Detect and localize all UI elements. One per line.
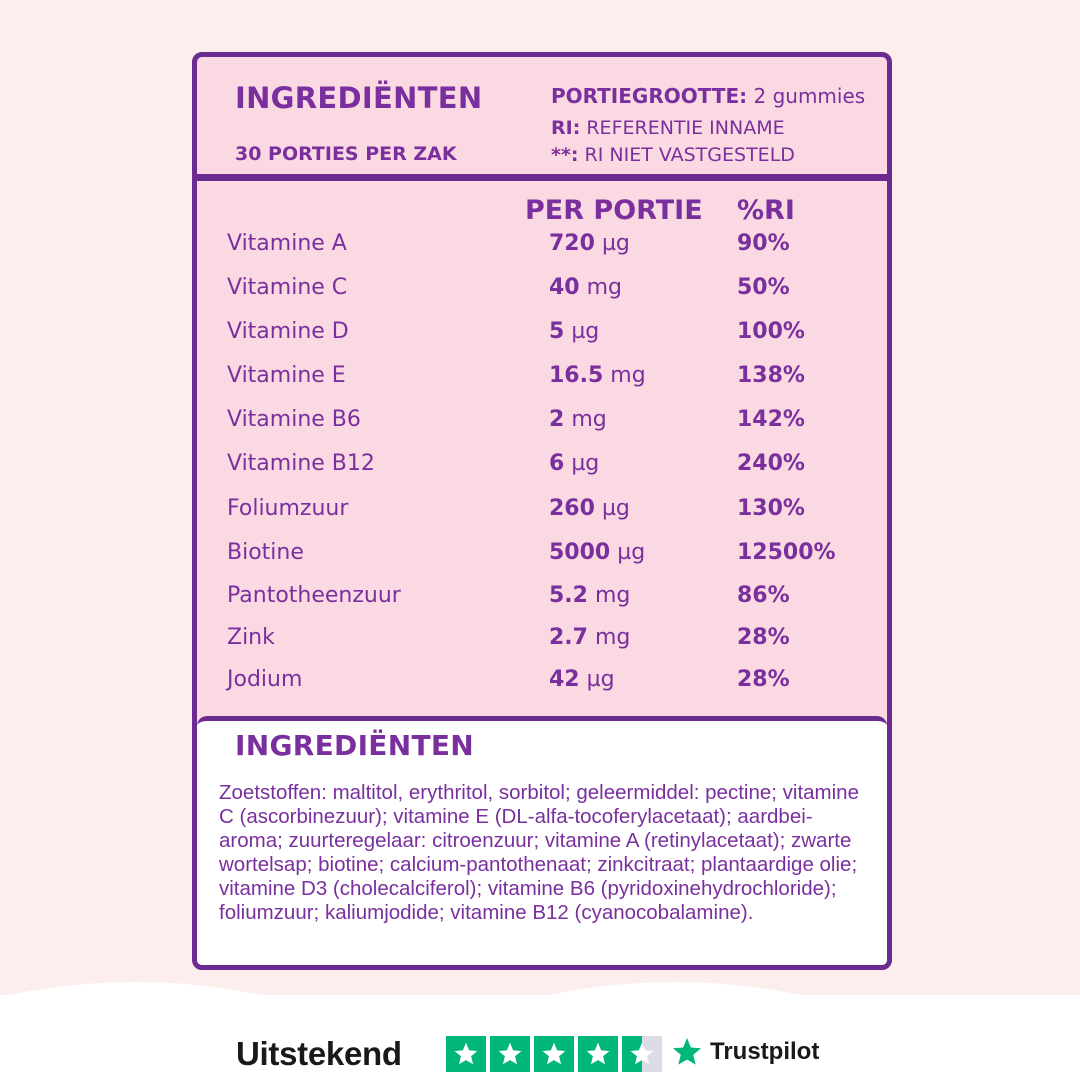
ri-not-set-value: RI NIET VASTGESTELD — [584, 144, 795, 166]
nutrient-amount — [549, 583, 630, 608]
nutrient-name: Biotine — [227, 540, 304, 565]
nutrient-amount-unit: µg — [617, 540, 646, 565]
nutrient-amount-unit: µg — [601, 496, 630, 521]
nutrient-amount-value: 5000 — [549, 540, 611, 565]
column-ri: %RI — [737, 195, 795, 226]
nutrient-amount — [549, 625, 630, 650]
nutrient-amount-unit: µg — [571, 319, 600, 344]
nutrient-amount-unit: mg — [571, 407, 607, 432]
nutrient-amount-unit: µg — [586, 667, 615, 692]
nutrient-name: Vitamine D — [227, 319, 349, 344]
nutrient-amount-unit: mg — [594, 583, 631, 608]
star-icon — [622, 1036, 662, 1072]
nutrient-row — [197, 407, 887, 443]
nutrient-amount-value: 2 — [549, 407, 565, 432]
header-title: INGREDIËNTEN — [235, 81, 483, 115]
nutrient-ri-percent: 142% — [737, 407, 805, 432]
nutrient-name: Vitamine B6 — [227, 407, 361, 432]
nutrient-ri-percent: 12500% — [737, 540, 836, 565]
nutrient-amount-value: 5.2 — [549, 583, 588, 608]
nutrient-amount-unit: mg — [610, 363, 646, 388]
column-per-portion: PER PORTIE — [525, 195, 703, 226]
ri-definition — [551, 117, 785, 139]
nutrient-amount-value: 42 — [549, 667, 580, 692]
nutrient-row — [197, 451, 887, 487]
nutrient-row — [197, 540, 887, 576]
nutrient-amount — [549, 363, 646, 388]
nutrient-ri-percent: 50% — [737, 275, 790, 300]
nutrient-name: Foliumzuur — [227, 496, 349, 521]
nutrient-name: Vitamine C — [227, 275, 348, 300]
nutrient-row — [197, 231, 887, 267]
nutrient-row — [197, 275, 887, 311]
nutrient-name: Vitamine A — [227, 231, 347, 256]
nutrient-ri-percent: 86% — [737, 583, 790, 608]
ingredients-box — [197, 716, 887, 970]
nutrient-ri-percent: 90% — [737, 231, 790, 256]
nutrient-amount-unit: mg — [586, 275, 623, 300]
nutrient-row — [197, 625, 887, 661]
trustpilot-star-icon — [670, 1036, 704, 1068]
nutrient-amount-unit: mg — [594, 625, 631, 650]
nutrient-name: Zink — [227, 625, 275, 650]
nutrient-amount-value: 260 — [549, 496, 595, 521]
nutrient-name: Vitamine E — [227, 363, 346, 388]
ingredients-text: Zoetstoffen: maltitol, erythritol, sorbitol; geleermiddel: pectine; vitamine C (ascorbinezuur); vitamine E (DL-alfa-tocoferylacetaat); aardbei-aroma; zuurteregelaar: citroenzuur; vitamine A (retinylacetaat); zwarte wortelsap; biotine; calcium-pantothenaat; zinkcitraat; plantaardige olie; vitamine D3 (cholecalciferol); vitamine B6 (pyridoxinehydrochloride); foliumzuur; kaliumjodide; vitamine B12 (cyanocobalamine). — [219, 781, 859, 924]
ingredients-title: INGREDIËNTEN — [235, 729, 475, 762]
nutrient-amount — [549, 275, 622, 300]
nutrient-amount — [549, 407, 607, 432]
nutrient-ri-percent: 130% — [737, 496, 805, 521]
nutrient-amount-value: 16.5 — [549, 363, 604, 388]
nutrient-amount-value: 5 — [549, 319, 565, 344]
star-icon — [534, 1036, 574, 1072]
ri-not-set-label: **: — [551, 144, 579, 166]
nutrient-amount — [549, 667, 615, 692]
trustpilot-rating-label: Uitstekend — [236, 1035, 402, 1072]
nutrient-row — [197, 583, 887, 619]
nutrient-row — [197, 667, 887, 703]
trustpilot-brand — [670, 1036, 819, 1068]
nutrient-amount — [549, 319, 599, 344]
nutrient-row — [197, 319, 887, 355]
nutrient-name: Vitamine B12 — [227, 451, 375, 476]
nutrient-amount-unit: µg — [601, 231, 630, 256]
nutrient-amount — [549, 451, 599, 476]
serving-size-label: PORTIEGROOTTE: — [551, 84, 748, 108]
star-icon — [446, 1036, 486, 1072]
nutrient-ri-percent: 138% — [737, 363, 805, 388]
header-divider — [197, 174, 887, 181]
nutrient-amount — [549, 231, 630, 256]
serving-size-value: 2 gummies — [753, 84, 866, 108]
nutrient-amount — [549, 540, 645, 565]
nutrient-name: Jodium — [227, 667, 303, 692]
ri-value: REFERENTIE INNAME — [586, 117, 785, 139]
trustpilot-stars — [446, 1036, 662, 1072]
nutrition-panel — [192, 52, 892, 970]
ri-label: RI: — [551, 117, 581, 139]
nutrient-amount — [549, 496, 630, 521]
portions-per-bag: 30 PORTIES PER ZAK — [235, 143, 457, 165]
nutrient-ri-percent: 100% — [737, 319, 805, 344]
star-icon — [578, 1036, 618, 1072]
nutrient-amount-unit: µg — [571, 451, 600, 476]
nutrient-ri-percent: 28% — [737, 625, 790, 650]
nutrient-amount-value: 40 — [549, 275, 580, 300]
star-icon — [490, 1036, 530, 1072]
nutrient-row — [197, 363, 887, 399]
nutrient-name: Pantotheenzuur — [227, 583, 401, 608]
nutrient-ri-percent: 28% — [737, 667, 790, 692]
nutrient-amount-value: 720 — [549, 231, 595, 256]
nutrient-row — [197, 496, 887, 532]
nutrient-amount-value: 2.7 — [549, 625, 588, 650]
trustpilot-brand-name: Trustpilot — [710, 1038, 820, 1065]
serving-size — [551, 84, 865, 108]
nutrient-ri-percent: 240% — [737, 451, 805, 476]
ri-not-set-definition — [551, 144, 795, 166]
nutrient-amount-value: 6 — [549, 451, 565, 476]
